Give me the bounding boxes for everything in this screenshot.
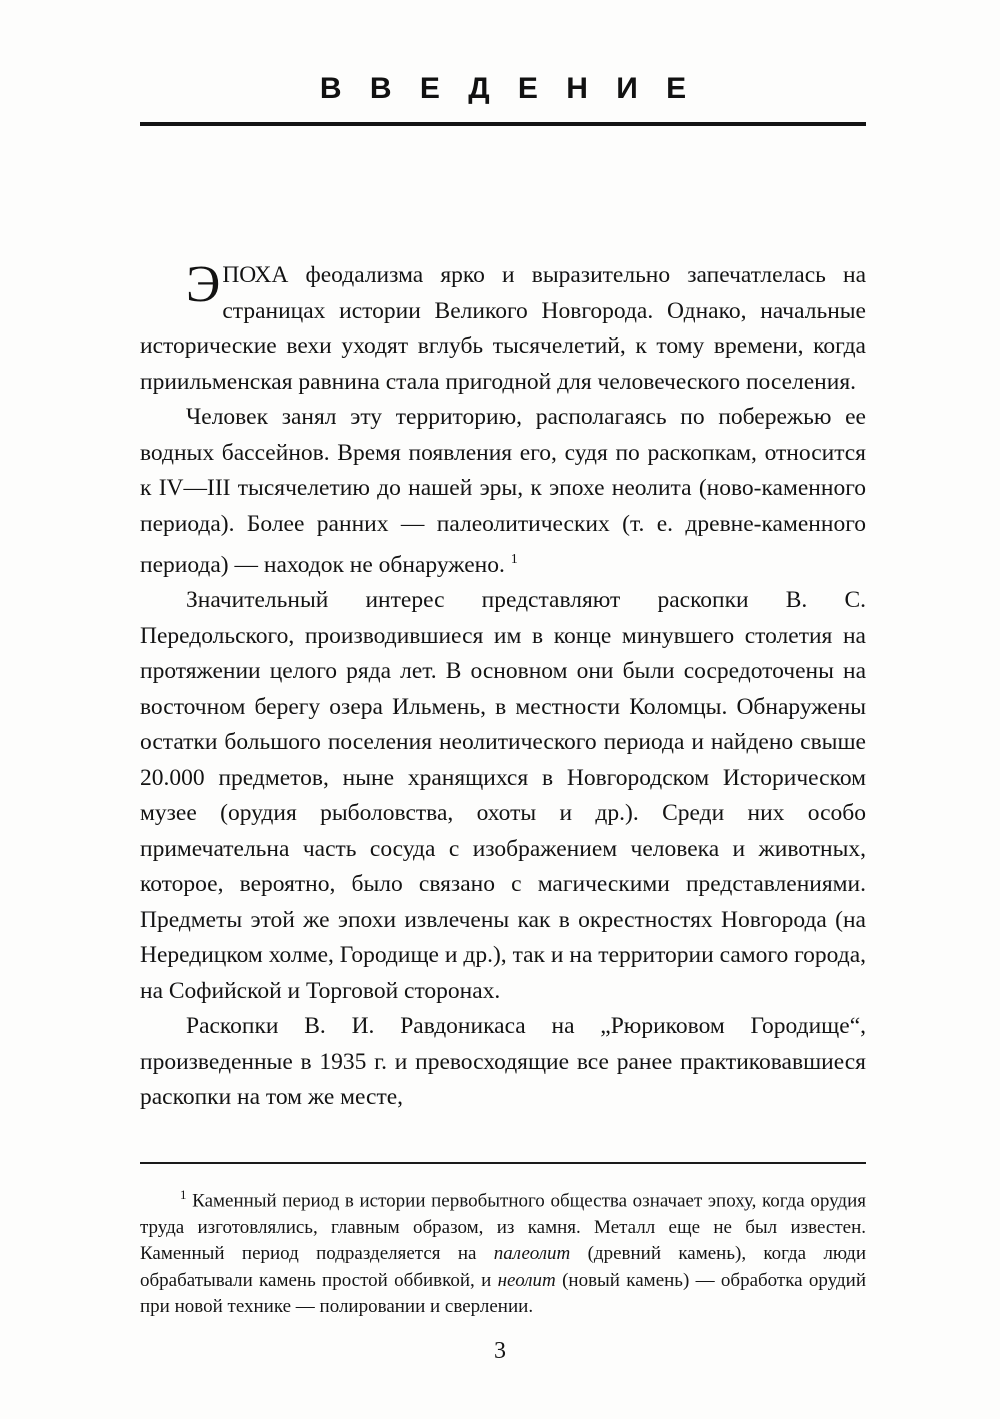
paragraph-2-text: Человек занял эту территорию, располагаясь по побережью ее водных бассейнов. Время появления его, судя по раскопкам, относится к IV—III тысячелетию до нашей эры, к эпохе неолита (ново-каменного периода). Более ранних — палеолитических (т. е. древне-каменного периода) — находок не обнаружено. (140, 404, 866, 578)
page-title: В В Е Д Е Н И Е (319, 72, 697, 105)
paragraph-2 (140, 400, 866, 583)
paragraph-3 (140, 583, 866, 1009)
footnote-italic-paleolit: палеолит (493, 1243, 571, 1265)
footnote-part-2: (древний камень), когда люди обрабатывали камень простой оббивкой, и (140, 1243, 866, 1291)
footnote-italic-neolit: неолит (497, 1269, 556, 1291)
paragraph-1 (140, 258, 866, 400)
footnote-marker: 1 (180, 1186, 187, 1202)
paragraph-4 (140, 1009, 866, 1116)
drop-cap: Э (186, 256, 221, 313)
title-divider (140, 122, 866, 126)
footnote-part-1: Каменный период в истории первобытного общества означает эпоху, когда орудия труда изготовлялись, главным образом, из камня. Металл еще не был известен. Каменный период подразделяется на (140, 1190, 866, 1265)
footnote-text (140, 1182, 866, 1321)
footnote-divider (140, 1162, 866, 1164)
paragraph-3-text: Значительный интерес представляют раскопки В. С. Передольского, производившиеся им в конце минувшего столетия на протяжении целого ряда лет. В основном они были сосредоточены на восточном берегу озера Ильмень, в местности Коломцы. Обнаружены остатки большого поселения неолитического периода и найдено свыше 20.000 предметов, ныне хранящихся в Новгородском Историческом музее (орудия рыболовства, охоты и др.). Среди них особо примечательна часть сосуда с изображением человека и животных, которое, вероятно, было связано с магическими представлениями. Предметы этой же эпохи извлечены как в окрестностях Новгорода (на Нередицком холме, Городище и др.), так и на территории самого города, на Софийской и Торговой сторонах. (140, 587, 866, 1004)
page-number: 3 (494, 1338, 506, 1364)
paragraph-1-text: ПОХА феодализма ярко и выразительно запечатлелась на страницах истории Великого Новгорода. Однако, начальные исторические вехи уходят вглубь тысячелетий, к тому времени, когда приильменская равнина стала пригодной для человеческого поселения. (140, 262, 866, 395)
footnote-part-3: (новый камень) — обработка орудий при новой технике — полировании и сверлении. (140, 1269, 866, 1318)
body-text (140, 258, 866, 1116)
footnote-reference: 1 (510, 552, 518, 567)
paragraph-4-text: Раскопки В. И. Равдоникаса на „Рюриковом Городище“, произведенные в 1935 г. и превосходящие все ранее практиковавшиеся раскопки на том же месте, (140, 1013, 866, 1111)
footnote-block (140, 1182, 866, 1321)
page-content (140, 60, 866, 1321)
